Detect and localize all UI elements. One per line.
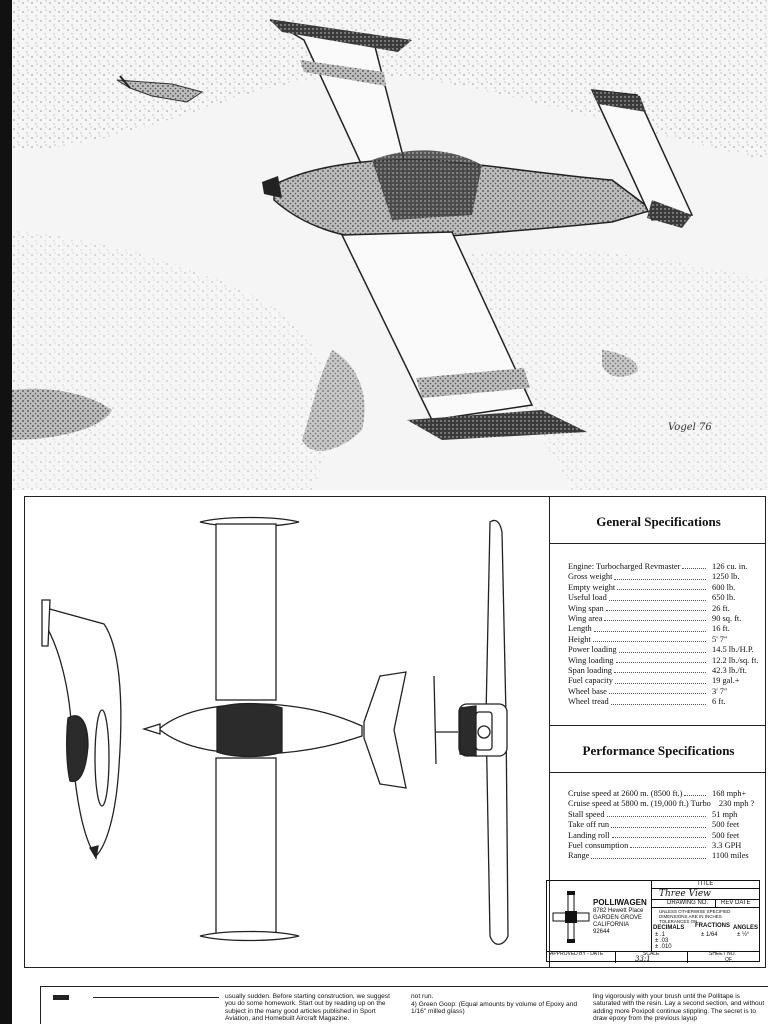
artist-signature: Vogel 76 <box>668 422 712 433</box>
spec-value: 230 mph ? <box>718 799 755 809</box>
spec-row <box>568 614 764 624</box>
leader-dots <box>604 614 706 621</box>
article-column-1: usually sudden. Before starting construction, we suggest you do some homework. Start out by reading up on the subject in the many good articles published in Sport Aviation, and Homebuilt Aircraft Magazine. <box>225 993 390 1023</box>
leader-dots <box>611 820 706 827</box>
spec-label: Wheel base <box>568 686 607 696</box>
angle-tolerance: ± ½° <box>737 932 750 938</box>
drawing-no-label: DRAWING NO. <box>667 900 709 906</box>
spec-value: 3.3 GPH <box>712 841 742 851</box>
leader-dots <box>591 851 706 858</box>
decimals-label: DECIMALS <box>653 925 685 931</box>
spec-row <box>568 572 764 582</box>
spec-row <box>568 635 764 645</box>
spec-value: 51 mph <box>712 809 738 819</box>
spec-row <box>568 645 764 655</box>
spec-label: Landing roll <box>568 830 610 840</box>
spec-label: Wheel tread <box>568 697 609 707</box>
spec-row <box>568 810 764 820</box>
leader-dots <box>617 583 706 590</box>
leader-dots <box>614 666 706 673</box>
leader-dots <box>606 604 706 611</box>
spec-row <box>568 593 764 603</box>
spec-row <box>568 697 764 707</box>
spec-label: Cruise speed at 2600 m. (8500 ft.) <box>568 789 683 798</box>
spec-row <box>568 841 764 851</box>
leader-dots <box>616 656 707 663</box>
performance-specifications-title: Performance Specifications <box>582 743 735 758</box>
performance-specifications-list <box>568 789 764 862</box>
leader-dots <box>607 810 706 817</box>
tolerance-note-2: DIMENSIONS ARE IN INCHES <box>659 914 722 919</box>
leader-dots <box>594 624 706 631</box>
spec-label: Useful load <box>568 593 607 603</box>
rev-date-label: REV DATE <box>721 900 751 906</box>
spec-value: 16 ft. <box>712 624 730 634</box>
article-column-2b: 4) Green Goop: (Equal amounts by volume of Epoxy and 1/16" milled glass) <box>411 1001 578 1016</box>
spec-label: Fuel capacity <box>568 676 613 686</box>
angles-label: ANGLES <box>733 925 759 931</box>
front-view <box>434 520 508 944</box>
plan-view <box>144 518 406 941</box>
spec-divider-top <box>549 543 766 544</box>
company-address-3: CALIFORNIA <box>593 922 630 928</box>
leader-dots <box>615 676 706 683</box>
decimal-tolerance-1: ± .1 <box>655 932 665 938</box>
spec-row <box>568 562 764 572</box>
spec-label: Wing loading <box>568 655 614 665</box>
spec-label: Length <box>568 624 592 634</box>
rule-line <box>93 997 219 998</box>
scan-edge <box>0 0 12 1024</box>
general-specifications-list <box>568 562 764 708</box>
spec-row <box>568 666 764 676</box>
polliwagen-logo-icon <box>551 891 591 943</box>
spec-label: Engine: Turbocharged Revmaster <box>568 562 681 571</box>
spec-divider-lower <box>549 772 766 773</box>
article-text-strip <box>40 986 768 1024</box>
leader-dots <box>614 572 706 579</box>
spec-value: 168 mph+ <box>712 789 747 798</box>
drawing-title-block <box>546 880 760 962</box>
leader-dots <box>684 789 706 796</box>
company-zip: 92644 <box>593 929 610 935</box>
spec-label: Span loading <box>568 666 612 676</box>
title-value: Three View <box>659 889 711 899</box>
spec-row <box>568 676 764 686</box>
aircraft-illustration <box>12 0 768 490</box>
spec-row <box>568 687 764 697</box>
spec-label: Take off run <box>568 820 610 830</box>
company-name: POLLIWAGEN <box>593 898 647 907</box>
company-address-2: GARDEN GROVE <box>593 915 643 921</box>
fraction-tolerance: ± 1/64 <box>701 932 718 938</box>
decimal-tolerance-3: ± .010 <box>655 944 672 950</box>
spec-row <box>568 831 764 841</box>
decimal-tolerance-2: ± .03 <box>655 938 669 944</box>
spec-value: 5' 7" <box>712 634 728 644</box>
spec-label: Range <box>568 851 590 861</box>
spec-row <box>568 799 764 809</box>
spec-value: 90 sq. ft. <box>712 614 742 624</box>
spec-value: 500 feet <box>712 830 740 840</box>
leader-dots <box>593 635 706 642</box>
approved-by-label: APPROVED BY - DATE <box>550 951 604 957</box>
side-view <box>42 600 121 858</box>
spec-value: 3' 7" <box>712 686 728 696</box>
tolerance-note-3: TOLERANCES ON <box>659 919 698 924</box>
tolerance-note-1: UNLESS OTHERWISE SPECIFIED <box>659 909 731 914</box>
spec-label: Wing area <box>568 614 603 624</box>
spec-row <box>568 604 764 614</box>
sheet-of-label: OF <box>725 957 732 963</box>
spec-row <box>568 583 764 593</box>
spec-value: 6 ft. <box>712 697 726 707</box>
spec-row <box>568 656 764 666</box>
spec-divider-middle <box>549 725 766 726</box>
spec-value: 650 lb. <box>712 593 736 603</box>
leader-dots <box>609 687 706 694</box>
spec-row <box>568 851 764 861</box>
spec-row <box>568 624 764 634</box>
spec-label: Empty weight <box>568 582 616 592</box>
spec-value: 1250 lb. <box>712 572 740 582</box>
spec-value: 1100 miles <box>712 851 749 861</box>
leader-dots <box>682 562 706 569</box>
leader-dots <box>609 593 706 600</box>
spec-value: 42.3 lb./ft. <box>712 666 747 676</box>
title-label: TITLE <box>697 881 714 887</box>
spec-value: 14.5 lb./H.P. <box>712 645 754 655</box>
spec-label: Gross weight <box>568 572 613 582</box>
article-column-2a: not run. <box>411 993 434 1000</box>
spec-value: 12.2 lb./sq. ft. <box>712 655 759 665</box>
margin-mark-icon <box>53 995 69 1000</box>
leader-dots <box>619 645 706 652</box>
spec-label: Cruise speed at 5800 m. (19,000 ft.) Turbo <box>568 799 711 809</box>
scale-value: 33:1 <box>635 955 651 963</box>
scale-label: SCALE <box>643 951 660 957</box>
fractions-label: FRACTIONS <box>695 923 730 929</box>
spec-label: Wing span <box>568 603 604 613</box>
spec-row <box>568 789 764 799</box>
aircraft-drawing <box>12 0 768 490</box>
company-address-1: 8782 Hewett Place <box>593 908 644 914</box>
leader-dots <box>611 697 706 704</box>
leader-dots <box>612 831 706 838</box>
spec-value: 600 lb. <box>712 582 736 592</box>
sheet-no-label: SHEET NO. <box>709 951 736 957</box>
three-view-drawing <box>24 496 549 968</box>
leader-dots <box>630 841 706 848</box>
spec-value: 19 gal.+ <box>712 676 740 686</box>
general-specifications-title: General Specifications <box>596 514 721 529</box>
article-column-3: ling vigorously with your brush until the Pollitape is saturated with the resin. Lay a second section, and without adding more Poxipoll continue stippling. The secret is to draw epoxy from the previous layup <box>593 993 765 1023</box>
spec-row <box>568 820 764 830</box>
spec-label: Power loading <box>568 645 617 655</box>
spec-value: 500 feet <box>712 820 740 830</box>
spec-value: 126 cu. in. <box>712 562 748 571</box>
spec-value: 26 ft. <box>712 603 730 613</box>
spec-label: Height <box>568 634 591 644</box>
spec-label: Stall speed <box>568 809 605 819</box>
spec-label: Fuel consumption <box>568 841 629 851</box>
